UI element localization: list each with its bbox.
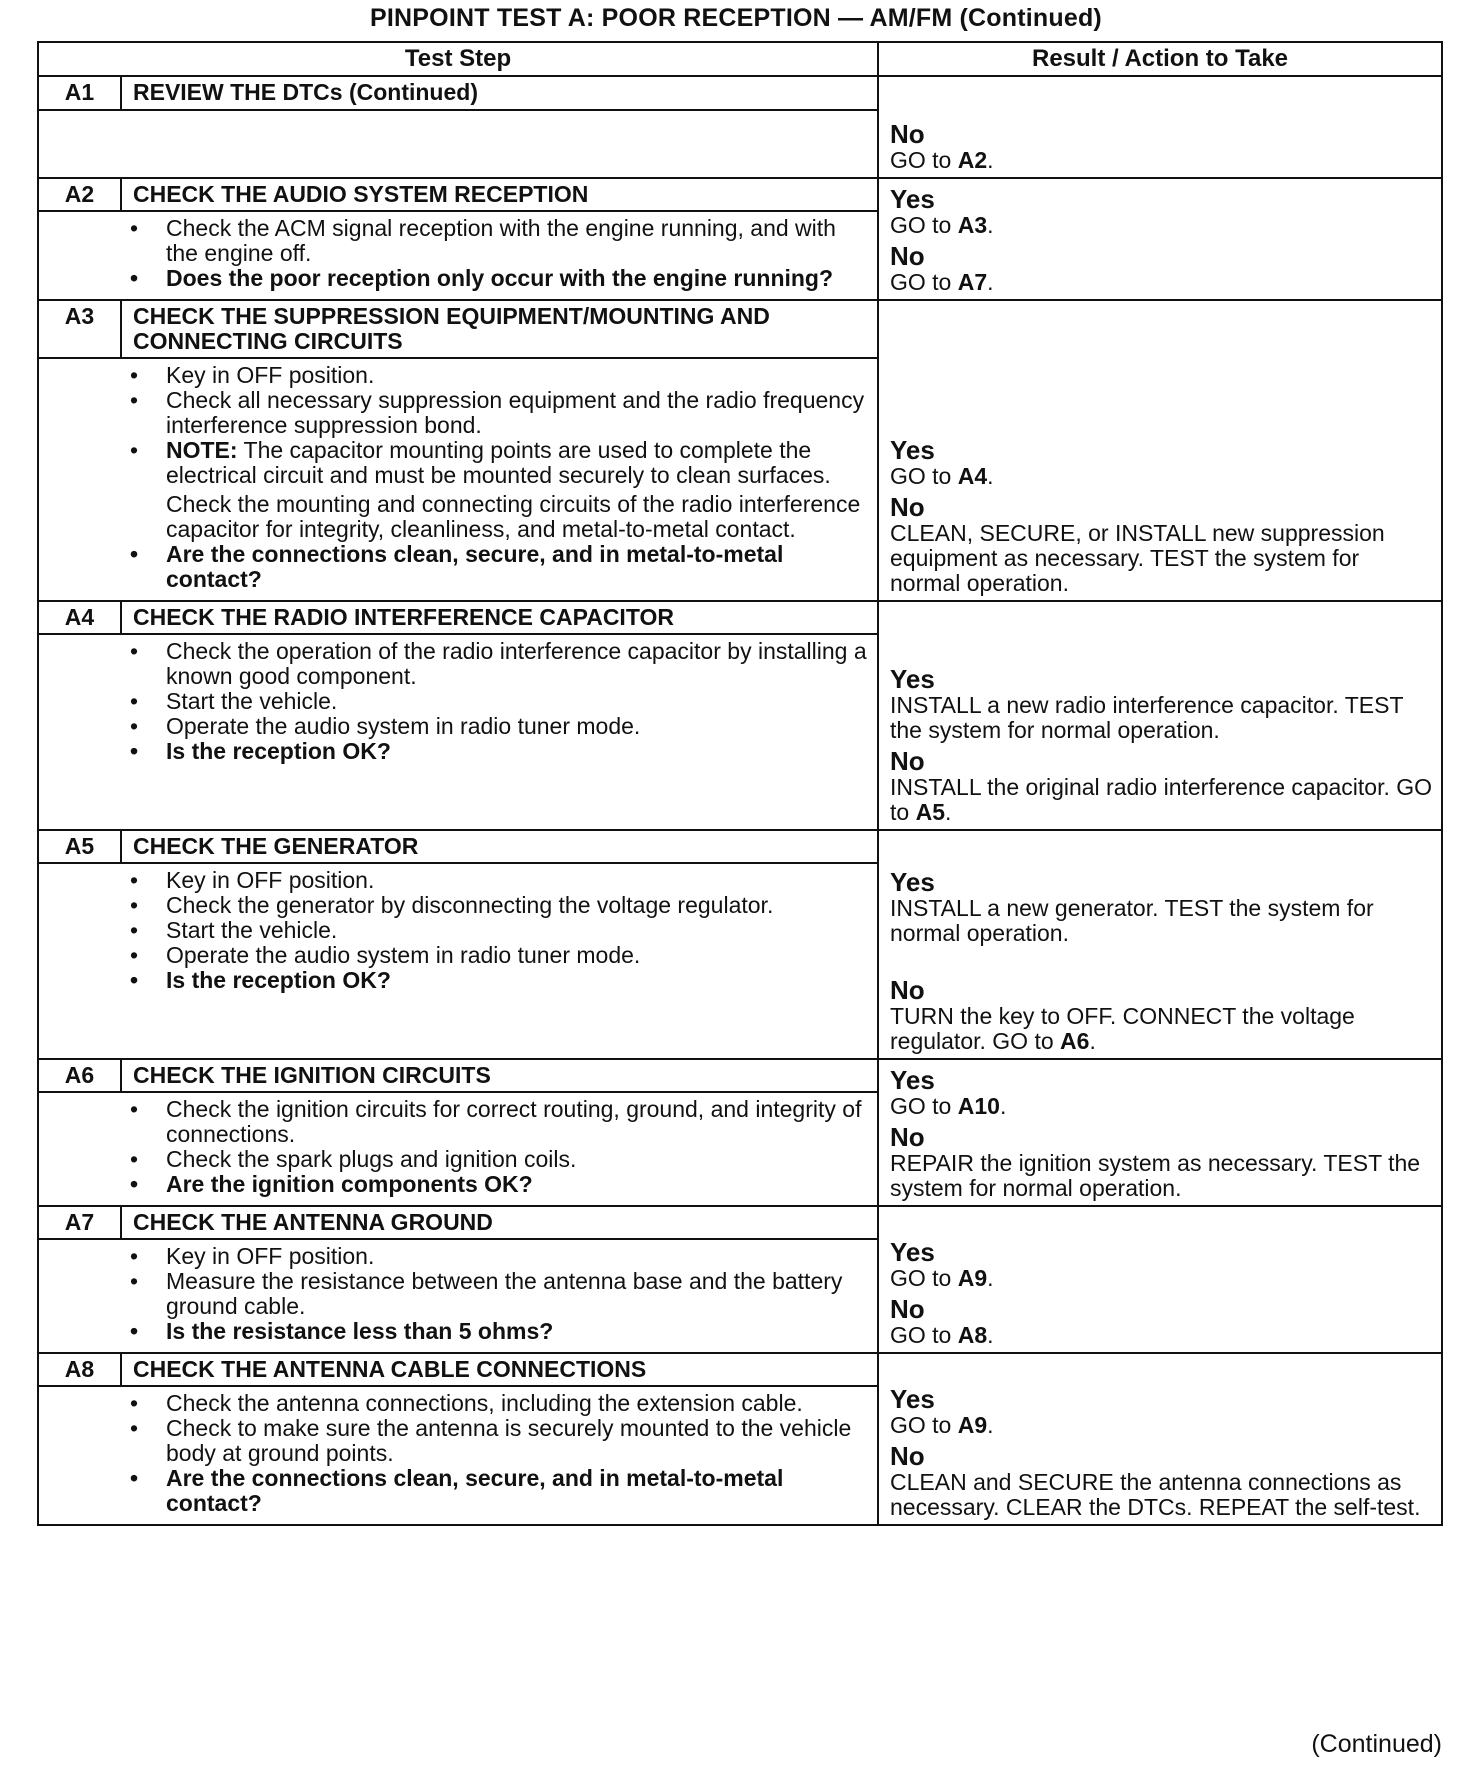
list-item: • Are the ignition components OK? [166, 1172, 867, 1197]
header-test-step: Test Step [38, 42, 878, 76]
result-yes: Yes INSTALL a new generator. TEST the system for normal operation. [890, 867, 1374, 946]
list-item: • Is the resistance less than 5 ohms? [166, 1319, 867, 1344]
step-a8 [38, 1353, 1442, 1525]
result-yes: Yes GO to A9. [890, 1384, 994, 1438]
list-item: • Check the ACM signal reception with the engine running, and with the engine off. [166, 216, 867, 266]
step-a4 [38, 601, 1442, 830]
pinpoint-test-table [37, 41, 1443, 1526]
list-item: • Key in OFF position. [166, 363, 867, 388]
step-body [121, 358, 878, 601]
list-item: • Are the connections clean, secure, and in metal-to-metal contact? [166, 1466, 867, 1516]
step-body [121, 634, 878, 830]
step-body [121, 1239, 878, 1353]
list-item: • Check all necessary suppression equipment and the radio frequency interference suppression bond. [166, 388, 867, 438]
header-result: Result / Action to Take [878, 42, 1442, 76]
step-body [121, 863, 878, 1059]
step-body [121, 1386, 878, 1525]
step-id: A5 [38, 830, 121, 863]
result-no: No GO to A7. [890, 241, 994, 295]
list-item: • Check the antenna connections, including the extension cable. [166, 1391, 867, 1416]
step-result [878, 1353, 1442, 1525]
step-title: CHECK THE AUDIO SYSTEM RECEPTION [121, 178, 878, 211]
list-item: Check the mounting and connecting circuits of the radio interference capacitor for integrity, cleanliness, and metal-to-metal contact. [166, 491, 861, 542]
step-id: A2 [38, 178, 121, 211]
list-item: • Is the reception OK? [166, 739, 867, 764]
step-result [878, 178, 1442, 300]
step-a2 [38, 178, 1442, 300]
result-no: No REPAIR the ignition system as necessary. TEST the system for normal operation. [890, 1122, 1421, 1201]
list-item: • Check the ignition circuits for correct routing, ground, and integrity of connections. [166, 1097, 867, 1147]
step-a7 [38, 1206, 1442, 1353]
step-id: A4 [38, 601, 121, 634]
step-body [121, 211, 878, 300]
list-item: • Are the connections clean, secure, and in metal-to-metal contact? [166, 542, 867, 592]
step-id: A7 [38, 1206, 121, 1239]
result-yes: Yes GO to A4. [890, 435, 994, 489]
list-item: • Check the spark plugs and ignition coils. [166, 1147, 867, 1172]
step-title: CHECK THE ANTENNA GROUND [121, 1206, 878, 1239]
step-result [878, 300, 1442, 601]
step-body [121, 110, 878, 178]
page-title: PINPOINT TEST A: POOR RECEPTION — AM/FM (Continued) [370, 4, 1102, 32]
result-no: No TURN the key to OFF. CONNECT the voltage regulator. GO to A6. [890, 975, 1355, 1054]
list-item: • Start the vehicle. [166, 689, 867, 714]
result-yes: Yes INSTALL a new radio interference capacitor. TEST the system for normal operation. [890, 664, 1404, 743]
step-id: A6 [38, 1059, 121, 1092]
result-no: No GO to A8. [890, 1294, 994, 1348]
step-a6 [38, 1059, 1442, 1206]
list-item: • Key in OFF position. [166, 868, 867, 893]
step-id: A3 [38, 300, 121, 358]
list-item: • Start the vehicle. [166, 918, 867, 943]
step-result [878, 601, 1442, 830]
step-title: REVIEW THE DTCs (Continued) [121, 76, 878, 110]
note-label: NOTE: [166, 437, 238, 463]
list-item: • Operate the audio system in radio tuner mode. [166, 943, 867, 968]
step-id: A8 [38, 1353, 121, 1386]
step-id: A1 [38, 76, 121, 110]
step-title: CHECK THE SUPPRESSION EQUIPMENT/MOUNTING AND CONNECTING CIRCUITS [121, 300, 878, 358]
list-item: • Check to make sure the antenna is securely mounted to the vehicle body at ground points. [166, 1416, 867, 1466]
step-a5 [38, 830, 1442, 1059]
step-title: CHECK THE ANTENNA CABLE CONNECTIONS [121, 1353, 878, 1386]
list-item: • Measure the resistance between the antenna base and the battery ground cable. [166, 1269, 867, 1319]
list-item: • Does the poor reception only occur with the engine running? [166, 266, 867, 291]
result-no: No GO to A2. [890, 119, 994, 173]
result-yes: Yes GO to A3. [890, 184, 994, 238]
step-a3 [38, 300, 1442, 601]
continued-label: (Continued) [1311, 1730, 1442, 1758]
list-item: • Check the operation of the radio interference capacitor by installing a known good component. [166, 639, 867, 689]
step-title: CHECK THE RADIO INTERFERENCE CAPACITOR [121, 601, 878, 634]
list-item: • Key in OFF position. [166, 1244, 867, 1269]
step-result [878, 830, 1442, 1059]
step-result [878, 1059, 1442, 1206]
step-result [878, 76, 1442, 178]
step-a1 [38, 76, 1442, 178]
list-item-note: • NOTE: The capacitor mounting points are used to complete the electrical circuit and must be mounted securely to clean surfaces. [166, 438, 867, 488]
list-item: • Is the reception OK? [166, 968, 867, 993]
result-no: No CLEAN, SECURE, or INSTALL new suppression equipment as necessary. TEST the system for normal operation. [890, 492, 1385, 596]
list-item: • Check the generator by disconnecting the voltage regulator. [166, 893, 867, 918]
step-result [878, 1206, 1442, 1353]
list-item: • Operate the audio system in radio tuner mode. [166, 714, 867, 739]
result-yes: Yes GO to A9. [890, 1237, 994, 1291]
result-yes: Yes GO to A10. [890, 1065, 1007, 1119]
step-body [121, 1092, 878, 1206]
result-no: No CLEAN and SECURE the antenna connections as necessary. CLEAR the DTCs. REPEAT the self-test. [890, 1441, 1421, 1520]
step-title: CHECK THE GENERATOR [121, 830, 878, 863]
result-no: No INSTALL the original radio interference capacitor. GO to A5. [890, 746, 1433, 825]
step-title: CHECK THE IGNITION CIRCUITS [121, 1059, 878, 1092]
table-header-row [38, 42, 1442, 76]
